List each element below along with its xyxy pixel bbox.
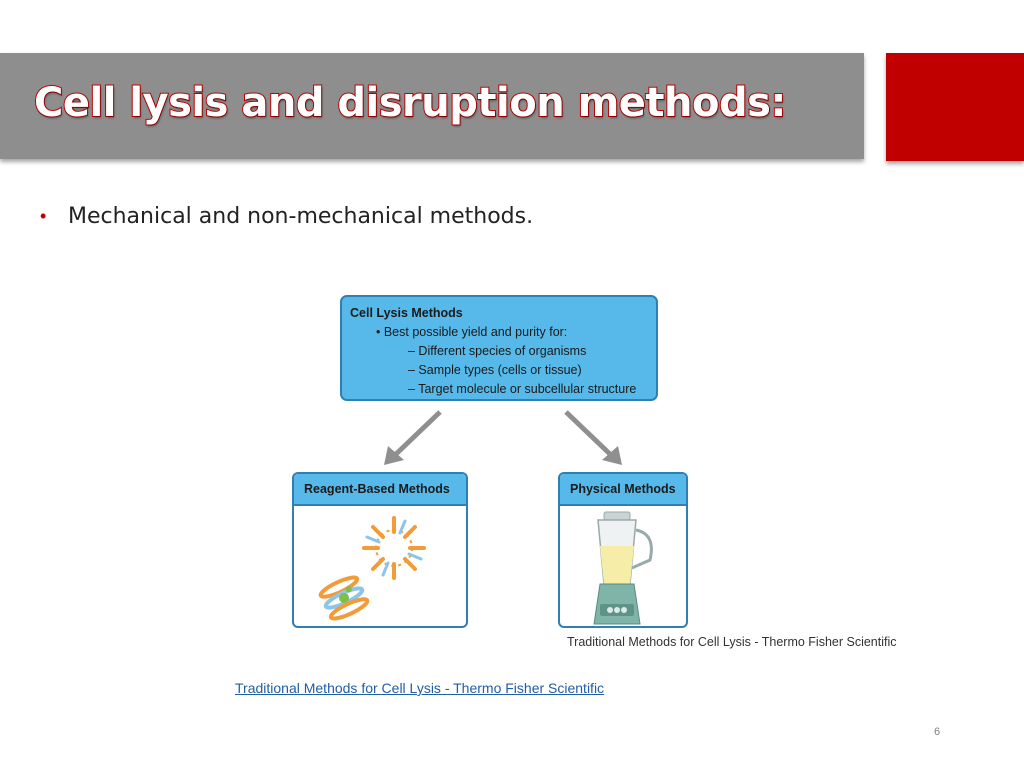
bullet-dot-icon: • — [40, 206, 47, 226]
main-box-heading: Cell Lysis Methods — [350, 306, 463, 320]
slide-title: Cell lysis and disruption methods: — [34, 80, 786, 126]
page-number: 6 — [934, 726, 941, 738]
accent-square — [886, 53, 1024, 161]
cell-lysis-diagram — [280, 290, 900, 660]
reagent-based-panel — [292, 472, 468, 628]
blender-icon — [560, 506, 686, 628]
source-link[interactable]: Traditional Methods for Cell Lysis - Thermo Fisher Scientific — [235, 680, 605, 696]
diagram-caption: Traditional Methods for Cell Lysis - Thermo Fisher Scientific — [567, 635, 897, 649]
main-box-subpoint: – Sample types (cells or tissue) — [408, 363, 582, 377]
arrow-right-icon — [560, 408, 630, 468]
main-box-point: • Best possible yield and purity for: — [376, 325, 568, 339]
main-box-subpoint: – Different species of organisms — [408, 344, 587, 358]
arrow-left-icon — [380, 408, 450, 468]
main-box-subpoint: – Target molecule or subcellular structure — [408, 382, 637, 396]
cell-lysis-methods-box — [340, 295, 658, 401]
reagent-panel-title: Reagent-Based Methods — [294, 474, 466, 506]
bullet-text: Mechanical and non-mechanical methods. — [68, 204, 534, 229]
lysed-cell-membrane-icon — [294, 506, 466, 628]
physical-panel-title: Physical Methods — [560, 474, 686, 506]
bullet-item — [40, 204, 533, 229]
physical-methods-panel — [558, 472, 688, 628]
